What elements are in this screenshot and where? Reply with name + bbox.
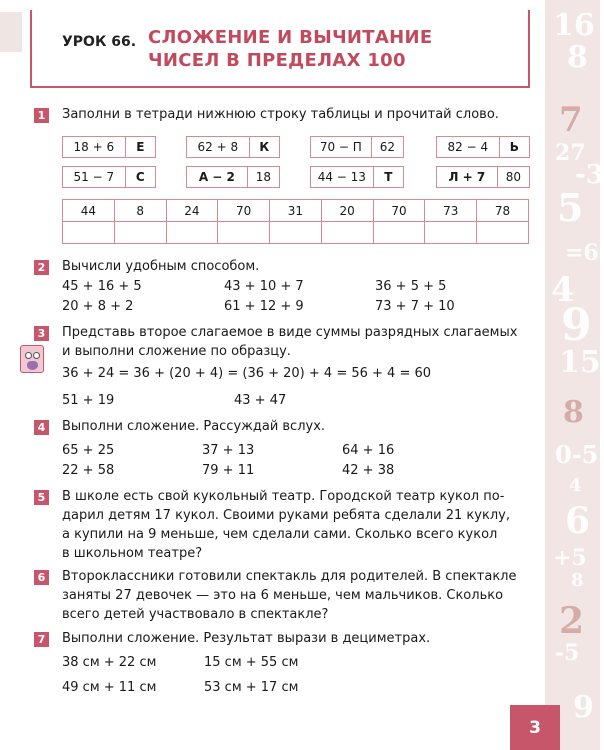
empty-cell [218,222,270,244]
table-cell: 78 [477,200,529,222]
card-3 [310,136,404,158]
card-letter: К [259,140,270,154]
expression: 43 + 47 [234,393,287,408]
owl-icon [20,345,44,373]
table-cell: 73 [425,200,477,222]
table-cell: 70 [373,200,425,222]
task-3-line-2: и выполни сложение по образцу. [62,344,291,359]
table-cell: 70 [218,200,270,222]
empty-cell [321,222,373,244]
task-5-line: дарил детям 17 кукол. Своими руками ребята сделали 21 куклу, [62,508,510,523]
task-3-line-1: Представь второе слагаемое в виде суммы разрядных слагаемых [62,325,518,340]
table-cell: 31 [270,200,322,222]
empty-cell [270,222,322,244]
task-number-2: 2 [34,260,49,275]
task-2-text: Вычисли удобным способом. [62,259,260,274]
page-number: 3 [510,705,560,750]
task-4-text: Выполни сложение. Рассуждай вслух. [62,419,326,434]
card-8 [436,166,530,188]
empty-cell [425,222,477,244]
card-expr: А − 2 [187,167,248,187]
empty-cell [114,222,166,244]
task-number-7: 7 [34,632,49,647]
expression: 43 + 10 + 7 [224,279,304,294]
lesson-title-line-1: СЛОЖЕНИЕ И ВЫЧИТАНИЕ [148,27,433,48]
card-4 [436,136,530,158]
expression: 36 + 5 + 5 [375,279,447,294]
task-number-4: 4 [34,420,49,435]
task-5-line: а купили на 9 меньше, чем сделали сами. Сколько всего кукол [62,527,498,542]
task-number-6: 6 [34,570,49,585]
decorative-number-stripe: 16 8 7 27 -3 5 =6 4 9 15 8 0-5 4 6 +5 8 2 -5 9 [545,0,600,750]
card-letter: С [135,170,145,184]
table-cell: 20 [321,200,373,222]
card-expr: 44 − 13 [311,167,374,187]
card-value: 18 [255,170,271,184]
expression: 42 + 38 [342,463,395,478]
expression: 53 см + 17 см [204,680,299,695]
expression: 20 + 8 + 2 [62,299,134,314]
task-1-text: Заполни в тетради нижнюю строку таблицы и прочитай слово. [62,107,499,122]
decorative-corner [0,12,22,52]
card-expr: 62 + 8 [187,137,250,157]
card-letter: Е [136,140,145,154]
expression: 15 см + 55 см [204,655,299,670]
table-cell: 8 [114,200,166,222]
expression: 51 + 19 [62,393,115,408]
empty-cell [166,222,218,244]
table-row-values [63,200,529,222]
card-2 [186,136,280,158]
card-expr: 51 − 7 [63,167,126,187]
card-1 [62,136,156,158]
answer-table [62,199,529,244]
expression: 37 + 13 [202,443,255,458]
lesson-title-line-2: ЧИСЕЛ В ПРЕДЕЛАХ 100 [148,50,406,71]
empty-cell [373,222,425,244]
task-6-line: всего детей участвовало в спектакле? [62,607,329,622]
card-value: 80 [505,170,521,184]
expression: 22 + 58 [62,463,115,478]
expression: 64 + 16 [342,443,395,458]
expression: 61 + 12 + 9 [224,299,304,314]
task-6-line: Второклассники готовили спектакль для родителей. В спектакле [62,569,517,584]
expression: 45 + 16 + 5 [62,279,142,294]
lesson-number: УРОК 66. [62,34,137,50]
table-row-empty [63,222,529,244]
expression: 79 + 11 [202,463,255,478]
card-5 [62,166,156,188]
task-number-3: 3 [34,326,49,341]
example-expression: 36 + 24 = 36 + (20 + 4) = (36 + 20) + 4 = 56 + 4 = 60 [62,366,432,381]
card-expr: 18 + 6 [63,137,126,157]
task-number-5: 5 [34,490,49,505]
expression: 65 + 25 [62,443,115,458]
card-value: 62 [379,140,395,154]
empty-cell [63,222,115,244]
card-letter: Т [384,170,393,184]
card-expr: Л + 7 [437,167,498,187]
expression: 38 см + 22 см [62,655,157,670]
task-7-text: Выполни сложение. Результат вырази в дециметрах. [62,631,431,646]
empty-cell [477,222,529,244]
card-expr: 82 − 4 [437,137,500,157]
card-7 [310,166,404,188]
task-6-line: заняты 27 девочек — это на 6 меньше, чем мальчиков. Сколько [62,588,504,603]
expression: 49 см + 11 см [62,680,157,695]
table-cell: 24 [166,200,218,222]
card-expr: 70 − П [311,137,372,157]
lesson-title [148,26,432,72]
task-5-line: в школьном театре? [62,546,203,561]
task-number-1: 1 [34,108,49,123]
table-cell: 44 [63,200,115,222]
expression: 73 + 7 + 10 [375,299,455,314]
card-6 [186,166,280,188]
card-letter: Ь [509,140,519,154]
task-5-line: В школе есть свой кукольный театр. Городской театр кукол по- [62,489,505,504]
